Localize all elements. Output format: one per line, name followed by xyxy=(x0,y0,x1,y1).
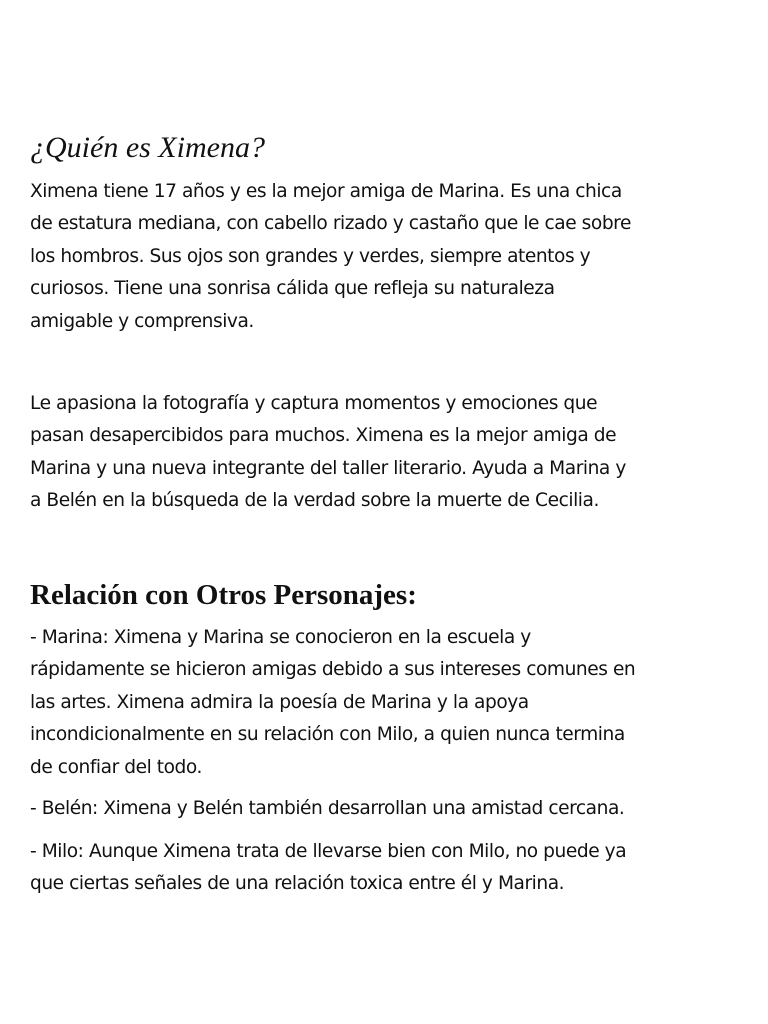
text-line: Ximena tiene 17 años y es la mejor amiga de Marina. Es una chica xyxy=(30,181,622,202)
text-line: - Belén: Ximena y Belén también desarrollan una amistad cercana. xyxy=(30,798,625,819)
paragraph-belen xyxy=(30,793,742,825)
text-line: a Belén en la búsqueda de la verdad sobre la muerte de Cecilia. xyxy=(30,490,599,512)
text-line: curiosos. Tiene una sonrisa cálida que refleja su naturaleza xyxy=(30,278,555,300)
heading-relations: Relación con Otros Personajes: xyxy=(30,579,417,611)
text-line: incondicionalmente en su relación con Milo, a quien nunca termina xyxy=(30,724,625,746)
paragraph-hobby xyxy=(30,388,742,518)
text-line: los hombros. Sus ojos son grandes y verdes, siempre atentos y xyxy=(30,245,591,267)
text-line: las artes. Ximena admira la poesía de Marina y la apoya xyxy=(30,691,529,713)
text-line: - Marina: Ximena y Marina se conocieron en la escuela y xyxy=(30,627,531,648)
text-line: - Milo: Aunque Ximena trata de llevarse bien con Milo, no puede ya xyxy=(30,841,627,862)
text-line: de confiar del todo. xyxy=(30,756,202,778)
text-line: Le apasiona la fotografía y captura momentos y emociones que xyxy=(30,393,598,414)
text-line: rápidamente se hicieron amigas debido a sus intereses comunes en xyxy=(30,659,636,681)
text-line: pasan desapercibidos para muchos. Ximena es la mejor amiga de xyxy=(30,425,617,447)
text-line: que ciertas señales de una relación toxica entre él y Marina. xyxy=(30,873,565,895)
paragraph-marina xyxy=(30,622,742,784)
text-line: Marina y una nueva integrante del taller literario. Ayuda a Marina y xyxy=(30,457,626,479)
paragraph-milo xyxy=(30,836,742,901)
text-line: amigable y comprensiva. xyxy=(30,310,254,332)
paragraph-intro xyxy=(30,176,742,338)
heading-who-is-ximena: ¿Quién es Ximena? xyxy=(30,131,265,164)
text-line: de estatura mediana, con cabello rizado y castaño que le cae sobre xyxy=(30,213,631,235)
